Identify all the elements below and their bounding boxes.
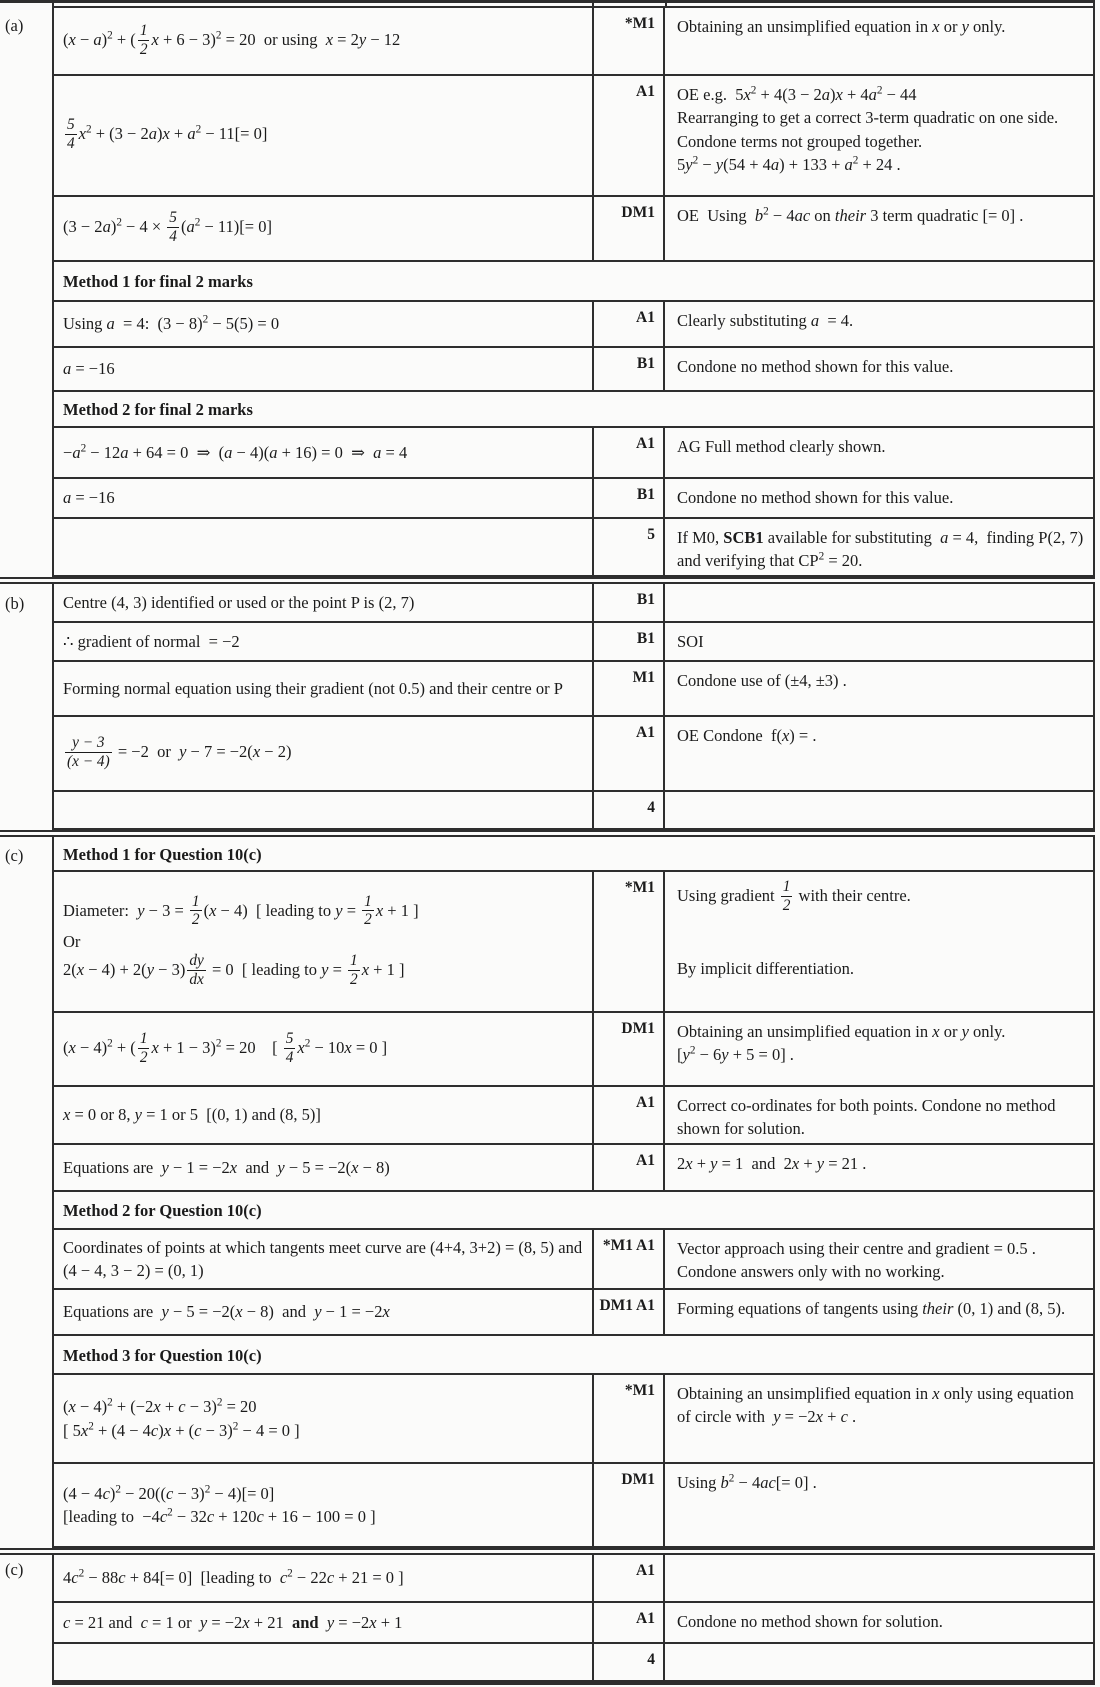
mark-cell: A1: [592, 717, 665, 790]
text-line: Obtaining an unsimplified equation in x or y only.: [677, 17, 1006, 36]
mark-cell: B1: [592, 584, 665, 621]
mark-cell: DM1: [592, 197, 665, 260]
mark-cell: A1: [592, 302, 665, 346]
text-line: $[y^2 - 6y + 5 = 0]$ .: [677, 1044, 794, 1065]
work-cell: [52, 302, 592, 346]
section-a-0: [52, 8, 1095, 577]
mark-cell: 4: [592, 792, 665, 828]
mark-cell: A1: [592, 1603, 665, 1642]
section-c-2: [52, 837, 1095, 1548]
mark-cell: M1: [592, 662, 665, 715]
text-line: Coordinates of points at which tangents meet curve are (4+4, 3+2) = (8, 5) and (4 − 4, 3 − 2) = (0, 1): [63, 1237, 583, 1280]
comment-cell: [665, 519, 1095, 575]
section-separator: [0, 1548, 1095, 1555]
work-cell: [52, 348, 592, 390]
mark-cell: DM1 A1: [592, 1290, 665, 1334]
work-cell: [52, 76, 592, 195]
top-rule: [0, 0, 1095, 3]
work-cell: [52, 1555, 592, 1601]
text-line: $-a^2 - 12a + 64 = 0$ ⇒ (a − 4)(a + 16) = 0 ⇒ a = 4: [63, 442, 408, 462]
text-line: By implicit differentiation.: [677, 959, 855, 979]
table-row: [52, 1375, 1095, 1464]
work-cell: [52, 1375, 592, 1462]
section-b-1: [52, 584, 1095, 830]
comment-cell: [665, 717, 1095, 790]
table-row: [52, 662, 1095, 717]
text-line: SOI: [677, 632, 704, 651]
mark-scheme-table: [52, 8, 1095, 1685]
work-cell: [52, 872, 592, 1011]
mark-cell: A1: [592, 1087, 665, 1143]
work-cell: [52, 1290, 592, 1334]
mark-cell: A1: [592, 1145, 665, 1190]
table-row: [52, 1464, 1095, 1548]
work-cell: [52, 662, 592, 715]
text-line: Condone terms not grouped together.: [677, 131, 923, 151]
comment-cell: [665, 348, 1095, 390]
text-line: Clearly substituting a = 4.: [677, 311, 854, 330]
text-line: $5y^2 - y(54 + 4a) + 133 + a^2 + 24$ .: [677, 154, 901, 175]
comment-cell: [665, 479, 1095, 517]
text-line: Using $b^2 - 4ac[= 0]$ .: [677, 1472, 817, 1492]
table-row: [52, 872, 1095, 1013]
table-row: [52, 519, 1095, 577]
comment-cell: [665, 792, 1095, 828]
comment-cell: [665, 1464, 1095, 1546]
text-line: Forming equations of tangents using their (0, 1) and (8, 5).: [677, 1299, 1066, 1318]
method-header: Method 2 for Question 10(c): [63, 1201, 262, 1220]
table-row: [52, 584, 1095, 623]
comment-cell: [665, 8, 1095, 74]
method-header-row: [52, 392, 1095, 428]
comment-cell: [665, 428, 1095, 477]
work-cell: [52, 717, 592, 790]
mark-cell: B1: [592, 348, 665, 390]
table-row: [52, 197, 1095, 262]
table-row: [52, 302, 1095, 348]
table-row: [52, 1603, 1095, 1644]
text-line: Vector approach using their centre and gradient = 0.5 .: [677, 1239, 1036, 1258]
mark-cell: A1: [592, 76, 665, 195]
work-cell: [52, 1464, 592, 1546]
method-header: Method 3 for Question 10(c): [63, 1345, 262, 1365]
previous-row-edge: [0, 0, 1095, 8]
line-gap: [677, 915, 1089, 957]
comment-cell: [665, 197, 1095, 260]
table-row: [52, 792, 1095, 830]
table-row: [52, 428, 1095, 479]
work-cell: [52, 1145, 592, 1190]
text-line: Obtaining an unsimplified equation in x or y only.: [677, 1022, 1006, 1041]
text-line: 2x + y = 1 and 2x + y = 21 .: [677, 1154, 867, 1173]
text-line: Condone no method shown for this value.: [677, 488, 954, 507]
table-row: [52, 479, 1095, 519]
mark-cell: *M1: [592, 872, 665, 1011]
method-header: Method 1 for final 2 marks: [63, 272, 253, 291]
table-row: [52, 76, 1095, 197]
mark-cell: DM1: [592, 1013, 665, 1085]
comment-cell: [665, 623, 1095, 660]
text-line: OE Condone f(x) = .: [677, 726, 817, 745]
text-line: Diameter: y − 3 = $\frac{1}{2}$ (x − 4) [ leading to y = $\frac{1}{2}$ x + 1 ]: [63, 892, 419, 929]
part-label: (c): [5, 1560, 24, 1579]
comment-cell: [665, 1375, 1095, 1462]
text-line: Using gradient $\frac{1}{2}$ with their centre.: [677, 878, 911, 914]
mark-cell: DM1: [592, 1464, 665, 1546]
text-line: $(4 - 4c)^2 - 20((c - 3)^2 - 4)[= 0]$: [63, 1483, 275, 1503]
text-line: Condone answers only with no working.: [677, 1262, 945, 1282]
comment-cell: [665, 1013, 1095, 1085]
work-cell: [52, 428, 592, 477]
text-line: $(3 - 2a)^2 - 4$ × $\frac{5}{4}$ $(a^2 - 11)[= 0]$: [63, 209, 272, 245]
mark-cell: 4: [592, 1644, 665, 1680]
text-line: [ $5x^2 + (4 - 4c)x + (c - 3)^2 - 4 = 0$ ]: [63, 1420, 300, 1440]
method-header-row: [52, 1192, 1095, 1230]
text-line: x = 0 or 8, y = 1 or 5 [(0, 1) and (8, 5)]: [63, 1105, 321, 1125]
text-line: OE Using $b^2 - 4ac$ on their 3 term quadratic [= 0] .: [677, 205, 1024, 225]
mark-cell: *M1: [592, 1375, 665, 1462]
table-row: [52, 1644, 1095, 1682]
work-cell: [52, 792, 592, 828]
comment-cell: [665, 1087, 1095, 1143]
text-line: Correct co-ordinates for both points. Condone no method shown for solution.: [677, 1096, 1056, 1139]
text-line: Condone use of (±4, ±3) .: [677, 671, 847, 690]
comment-cell: [665, 302, 1095, 346]
method-header: Method 2 for final 2 marks: [63, 400, 253, 419]
section-c-3: [52, 1555, 1095, 1685]
text-line: Using a = 4: $(3 - 8)^2 - 5(5) = 0$: [63, 313, 280, 334]
text-line: Forming normal equation using their gradient (not 0.5) and their centre or P: [63, 678, 563, 698]
table-row: [52, 1290, 1095, 1336]
table-row: [52, 717, 1095, 792]
part-label: (a): [5, 16, 24, 35]
comment-cell: [665, 76, 1095, 195]
text-line: [leading to $-4c^2 - 32c + 120c + 16 - 100 = 0$ ]: [63, 1506, 376, 1526]
comment-cell: [665, 662, 1095, 715]
text-line: Condone no method shown for this value.: [677, 357, 954, 376]
mark-cell: 5: [592, 519, 665, 575]
work-cell: [52, 1603, 592, 1642]
text-line: AG Full method clearly shown.: [677, 437, 886, 456]
comment-cell: [665, 584, 1095, 621]
table-row: [52, 1087, 1095, 1145]
table-row: [52, 1230, 1095, 1290]
comment-cell: [665, 1290, 1095, 1334]
mark-cell: A1: [592, 428, 665, 477]
text-line: a = −16: [63, 488, 115, 508]
work-cell: [52, 1644, 592, 1680]
table-row: [52, 8, 1095, 76]
column-rule-stub: [665, 0, 667, 8]
mark-cell: *M1: [592, 8, 665, 74]
column-rule-stub: [592, 0, 594, 8]
part-label: (b): [5, 594, 25, 613]
mark-cell: B1: [592, 479, 665, 517]
method-header: Method 1 for Question 10(c): [63, 844, 262, 864]
table-row: [52, 623, 1095, 662]
text-line: $\frac{5}{4}$ $x^2 + (3 - 2a)x + a^2 - 11[= 0]$: [67, 116, 268, 152]
text-line: $(x - 4)^2$ + ( $\frac{1}{2}$ x + 1 − 3)$^2$ = 20 [ $\frac{5}{4}$ $x^2 - 10x = 0$ ]: [63, 1029, 388, 1066]
text-line: 2(x − 4) + 2(y − 3) $\frac{dy}{dx}$ = 0 [ leading to y = $\frac{1}{2}$ x + 1 ]: [63, 952, 405, 988]
comment-cell: [665, 1230, 1095, 1288]
method-header-row: [52, 1336, 1095, 1375]
section-separator: [0, 577, 1095, 584]
text-line: Obtaining an unsimplified equation in x only using equation of circle with y = −2x + c .: [677, 1384, 1074, 1427]
comment-cell: [665, 1644, 1095, 1680]
work-cell: [52, 623, 592, 660]
work-cell: [52, 519, 592, 575]
text-line: $4c^2 - 88c + 84[= 0]$ [leading to $c^2 - 22c + 21 = 0$ ]: [63, 1567, 404, 1588]
mark-cell: A1: [592, 1555, 665, 1601]
method-header-row: [52, 837, 1095, 872]
text-line: Rearranging to get a correct 3-term quadratic on one side.: [677, 108, 1059, 128]
text-line: $(x - a)^2$ + ( $\frac{1}{2}$ x + 6 − 3)$^2$ = 20 or using x = 2y − 12: [63, 21, 401, 58]
work-cell: [52, 479, 592, 517]
text-line: Centre (4, 3) identified or used or the point P is (2, 7): [63, 592, 415, 612]
method-header-row: [52, 262, 1095, 302]
table-row: [52, 1013, 1095, 1087]
text-line: Equations are y − 1 = −2x and y − 5 = −2(x − 8): [63, 1157, 390, 1177]
text-line: Or: [63, 931, 81, 951]
text-line: If M0, SCB1 available for substituting a = 4, finding P(2, 7) and verifying that $CP^2 = 20$.: [677, 528, 1084, 571]
work-cell: [52, 584, 592, 621]
comment-cell: [665, 1145, 1095, 1190]
mark-cell: *M1 A1: [592, 1230, 665, 1288]
work-cell: [52, 1087, 592, 1143]
text-line: $\frac{y - 3}{(x - 4)}$ = −2 or y − 7 = −2(x − 2): [67, 734, 292, 770]
comment-cell: [665, 1555, 1095, 1601]
table-row: [52, 348, 1095, 392]
work-cell: [52, 197, 592, 260]
part-label: (c): [5, 846, 24, 865]
table-row: [52, 1145, 1095, 1192]
text-line: c = 21 and c = 1 or y = −2x + 21 and y = −2x + 1: [63, 1612, 403, 1632]
text-line: ∴ gradient of normal = −2: [63, 631, 240, 651]
comment-cell: [665, 1603, 1095, 1642]
section-separator: [0, 830, 1095, 837]
text-line: a = −16: [63, 359, 115, 379]
work-cell: [52, 1230, 592, 1288]
work-cell: [52, 8, 592, 74]
table-row: [52, 1555, 1095, 1603]
text-line: OE e.g. $5x^2 + 4(3 - 2a)x + 4a^2 - 44$: [677, 84, 917, 104]
work-cell: [52, 1013, 592, 1085]
text-line: Equations are y − 5 = −2(x − 8) and y − 1 = −2x: [63, 1302, 390, 1322]
mark-cell: B1: [592, 623, 665, 660]
comment-cell: [665, 872, 1095, 1011]
text-line: Condone no method shown for solution.: [677, 1612, 943, 1631]
text-line: $(x - 4)^2 + (-2x + c - 3)^2 = 20$: [63, 1396, 257, 1417]
